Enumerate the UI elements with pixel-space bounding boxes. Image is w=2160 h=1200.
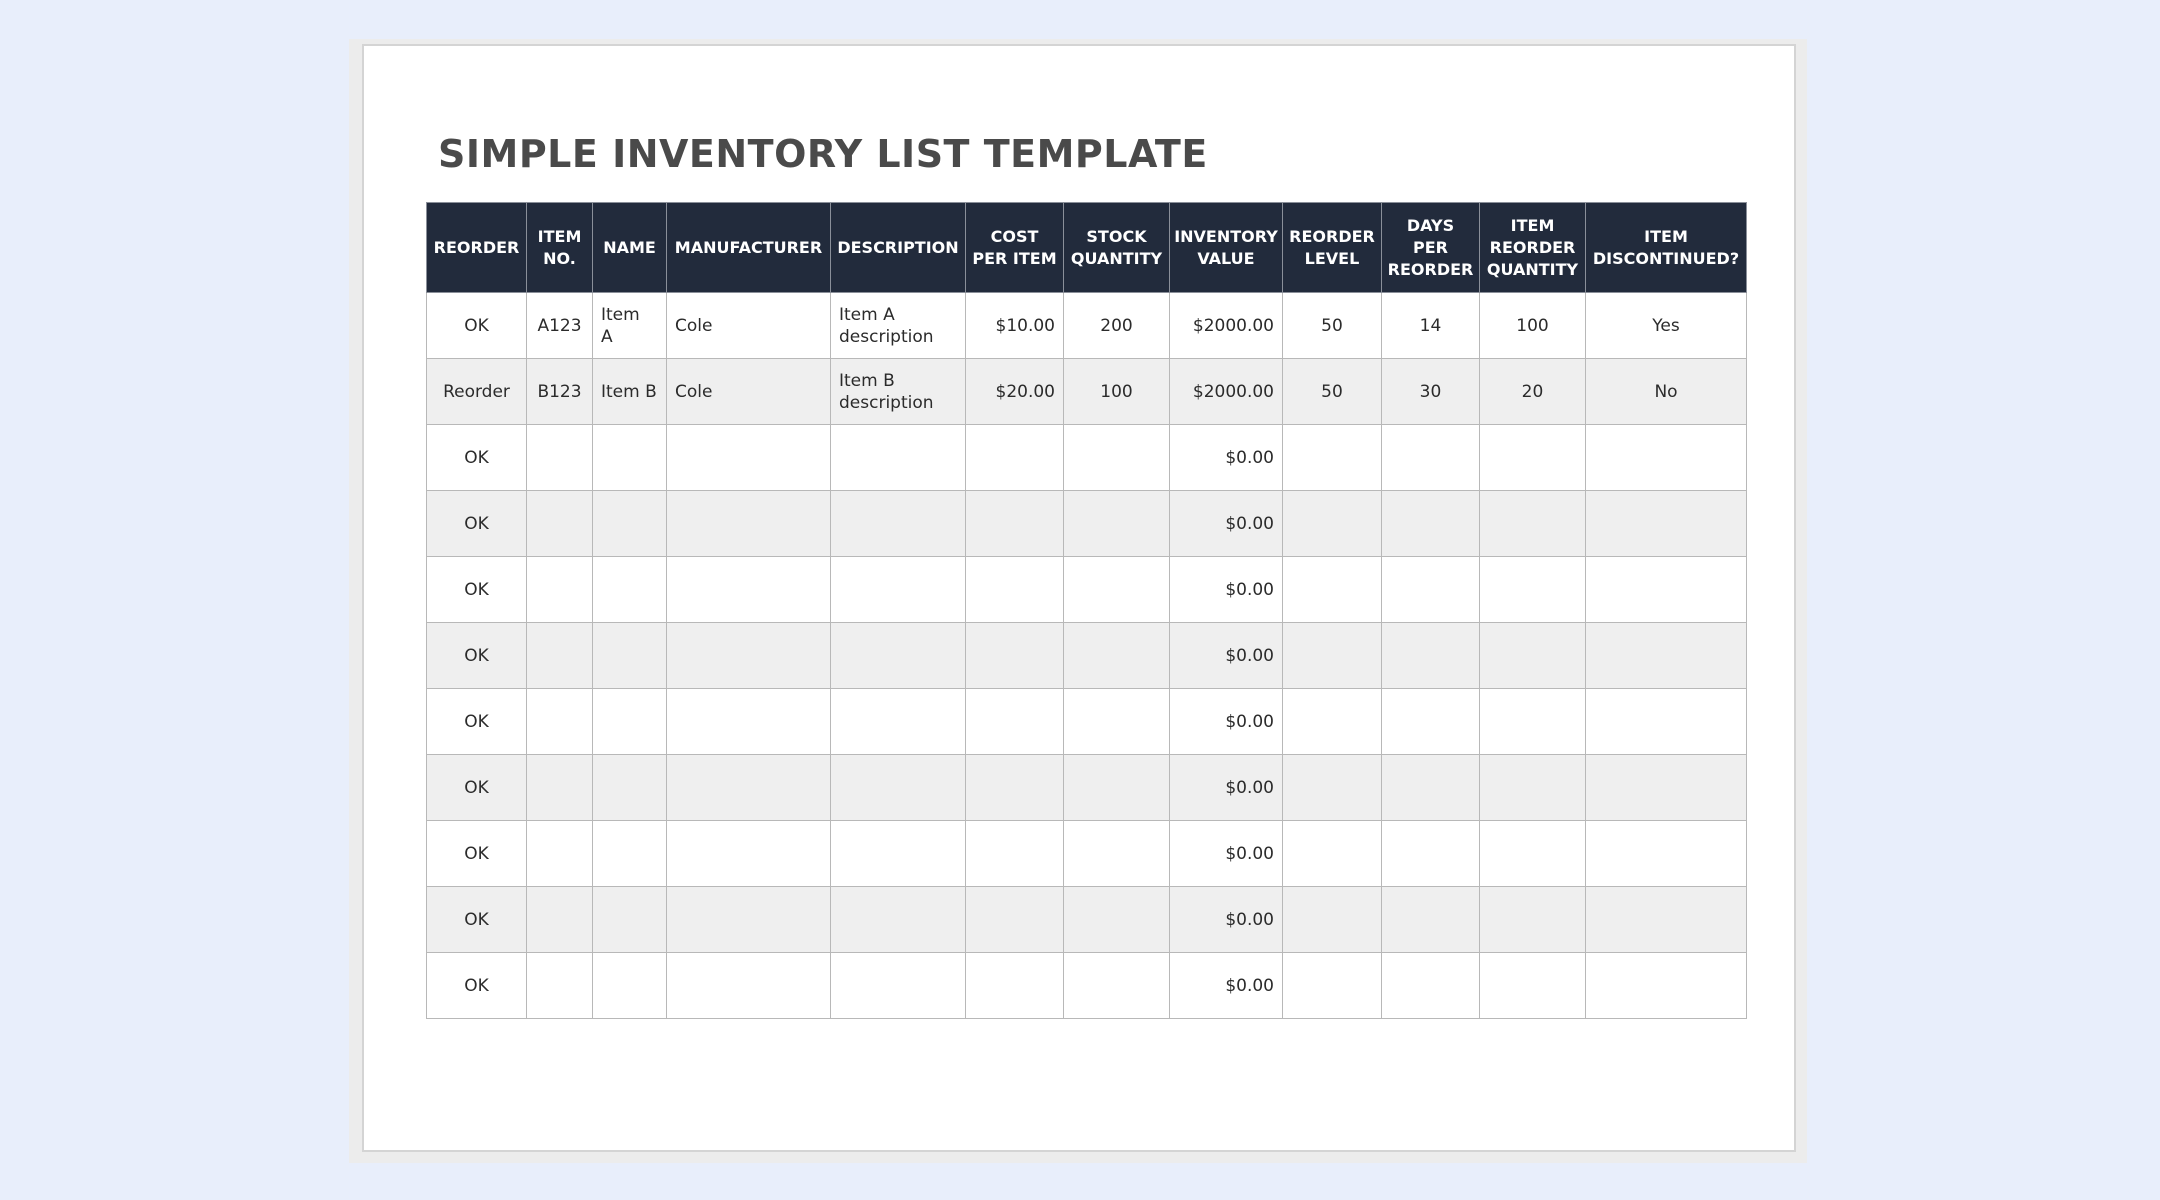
reorder-level-cell[interactable] [1283, 821, 1382, 887]
item-name-cell[interactable] [593, 491, 667, 557]
inventory-value-cell[interactable]: $0.00 [1170, 557, 1283, 623]
reorder-status-cell[interactable]: OK [427, 557, 527, 623]
reorder-level-cell[interactable] [1283, 887, 1382, 953]
item-reorder-quantity-cell[interactable] [1480, 821, 1586, 887]
column-header-text: COST [990, 226, 1039, 246]
cost-cell[interactable] [966, 887, 1064, 953]
reorder-status-cell[interactable]: OK [427, 623, 527, 689]
item-name-cell[interactable] [593, 689, 667, 755]
reorder-status-cell[interactable]: OK [427, 887, 527, 953]
cost-cell[interactable]: $10.00 [966, 293, 1064, 359]
stock-quantity-cell[interactable] [1064, 425, 1170, 491]
inventory-value-cell[interactable]: $0.00 [1170, 689, 1283, 755]
reorder-status-cell[interactable]: OK [427, 755, 527, 821]
column-header-text: VALUE [1197, 248, 1255, 268]
days-per-reorder-cell[interactable] [1382, 425, 1480, 491]
item-name-cell[interactable] [593, 359, 667, 425]
column-header-text: MANUFACTURER [674, 237, 823, 257]
column-header-text: REORDER [433, 237, 520, 257]
reorder-status-cell[interactable]: OK [427, 953, 527, 1019]
item-name-cell[interactable] [593, 623, 667, 689]
table-body [427, 293, 1747, 1019]
item-name-cell[interactable] [593, 953, 667, 1019]
description-cell[interactable] [831, 689, 966, 755]
cost-cell[interactable] [966, 623, 1064, 689]
column-header-text: REORDER [1387, 259, 1474, 279]
column-header-text: QUANTITY [1070, 248, 1163, 268]
item-reorder-quantity-cell[interactable]: 100 [1480, 293, 1586, 359]
manufacturer-cell[interactable] [667, 425, 831, 491]
manufacturer-cell[interactable] [667, 887, 831, 953]
discontinued-cell[interactable] [1586, 557, 1747, 623]
cell-text: description [839, 392, 934, 413]
item-reorder-quantity-cell[interactable] [1480, 425, 1586, 491]
item-no-cell[interactable]: A123 [527, 293, 593, 359]
discontinued-cell[interactable] [1586, 887, 1747, 953]
table-header-row [427, 203, 1747, 293]
table-row [427, 623, 1747, 689]
stock-quantity-cell[interactable] [1064, 491, 1170, 557]
inventory-value-cell[interactable]: $0.00 [1170, 953, 1283, 1019]
item-reorder-quantity-cell[interactable] [1480, 755, 1586, 821]
column-header-text: NO. [543, 248, 576, 268]
column-header-text: PER [1413, 237, 1448, 257]
table-row [427, 359, 1747, 425]
column-header-cost-per-item [966, 203, 1064, 293]
cell-text: Item B [601, 381, 657, 402]
discontinued-cell[interactable] [1586, 689, 1747, 755]
item-name-cell[interactable] [593, 425, 667, 491]
inventory-value-cell[interactable]: $2000.00 [1170, 359, 1283, 425]
description-cell[interactable] [831, 821, 966, 887]
description-cell[interactable] [831, 953, 966, 1019]
column-header-text: ITEM [1510, 215, 1555, 235]
stock-quantity-cell[interactable] [1064, 557, 1170, 623]
cost-cell[interactable] [966, 755, 1064, 821]
column-header-reorder-level [1283, 203, 1382, 293]
item-no-cell[interactable] [527, 755, 593, 821]
cost-cell[interactable] [966, 953, 1064, 1019]
discontinued-cell[interactable]: No [1586, 359, 1747, 425]
days-per-reorder-cell[interactable] [1382, 887, 1480, 953]
manufacturer-cell[interactable] [667, 755, 831, 821]
item-name-cell[interactable] [593, 293, 667, 359]
column-header-text: INVENTORY [1174, 226, 1278, 246]
discontinued-cell[interactable] [1586, 623, 1747, 689]
reorder-status-cell[interactable]: OK [427, 425, 527, 491]
item-reorder-quantity-cell[interactable] [1480, 689, 1586, 755]
reorder-level-cell[interactable]: 50 [1283, 293, 1382, 359]
cell-text: A [601, 326, 613, 347]
column-header-text: REORDER [1289, 226, 1375, 246]
item-reorder-quantity-cell[interactable] [1480, 887, 1586, 953]
item-no-cell[interactable] [527, 491, 593, 557]
item-no-cell[interactable] [527, 425, 593, 491]
days-per-reorder-cell[interactable] [1382, 491, 1480, 557]
cost-cell[interactable] [966, 821, 1064, 887]
cell-text: Item A [839, 304, 895, 325]
days-per-reorder-cell[interactable]: 14 [1382, 293, 1480, 359]
item-name-cell[interactable] [593, 557, 667, 623]
days-per-reorder-cell[interactable] [1382, 689, 1480, 755]
reorder-level-cell[interactable] [1283, 491, 1382, 557]
manufacturer-cell[interactable] [667, 557, 831, 623]
column-header-text: DISCONTINUED? [1592, 248, 1740, 268]
reorder-level-cell[interactable] [1283, 953, 1382, 1019]
cell-text: Item [601, 304, 640, 325]
inventory-value-cell[interactable]: $0.00 [1170, 821, 1283, 887]
item-no-cell[interactable] [527, 557, 593, 623]
table-row [427, 755, 1747, 821]
column-header-text: DAYS [1406, 215, 1455, 235]
inventory-value-cell[interactable]: $0.00 [1170, 425, 1283, 491]
column-header-item-discontinued [1586, 203, 1747, 293]
table-row [427, 887, 1747, 953]
discontinued-cell[interactable] [1586, 425, 1747, 491]
table-row [427, 293, 1747, 359]
description-cell[interactable] [831, 623, 966, 689]
description-cell[interactable] [831, 755, 966, 821]
days-per-reorder-cell[interactable]: 30 [1382, 359, 1480, 425]
column-header-name [593, 203, 667, 293]
item-reorder-quantity-cell[interactable]: 20 [1480, 359, 1586, 425]
column-header-item-no [527, 203, 593, 293]
item-reorder-quantity-cell[interactable] [1480, 623, 1586, 689]
column-header-text: DESCRIPTION [837, 237, 959, 257]
inventory-table [426, 202, 1747, 1019]
inventory-value-cell[interactable]: $2000.00 [1170, 293, 1283, 359]
manufacturer-cell[interactable] [667, 491, 831, 557]
reorder-status-cell[interactable]: OK [427, 293, 527, 359]
manufacturer-cell[interactable]: Cole [667, 359, 831, 425]
days-per-reorder-cell[interactable] [1382, 623, 1480, 689]
item-reorder-quantity-cell[interactable] [1480, 491, 1586, 557]
column-header-reorder [427, 203, 527, 293]
reorder-level-cell[interactable] [1283, 755, 1382, 821]
days-per-reorder-cell[interactable] [1382, 755, 1480, 821]
discontinued-cell[interactable] [1586, 821, 1747, 887]
stock-quantity-cell[interactable] [1064, 953, 1170, 1019]
days-per-reorder-cell[interactable] [1382, 557, 1480, 623]
inventory-value-cell[interactable]: $0.00 [1170, 491, 1283, 557]
reorder-status-cell[interactable]: OK [427, 821, 527, 887]
item-reorder-quantity-cell[interactable] [1480, 953, 1586, 1019]
description-cell[interactable] [831, 491, 966, 557]
table-row [427, 953, 1747, 1019]
description-cell[interactable] [831, 557, 966, 623]
column-header-description [831, 203, 966, 293]
inventory-value-cell[interactable]: $0.00 [1170, 887, 1283, 953]
cell-text: description [839, 326, 934, 347]
cost-cell[interactable]: $20.00 [966, 359, 1064, 425]
table-row [427, 821, 1747, 887]
reorder-level-cell[interactable] [1283, 623, 1382, 689]
table-row [427, 557, 1747, 623]
description-cell[interactable] [831, 293, 966, 359]
manufacturer-cell[interactable] [667, 821, 831, 887]
description-cell[interactable] [831, 359, 966, 425]
discontinued-cell[interactable] [1586, 953, 1747, 1019]
column-header-text: QUANTITY [1486, 259, 1579, 279]
description-cell[interactable] [831, 887, 966, 953]
reorder-status-cell[interactable]: Reorder [427, 359, 527, 425]
discontinued-cell[interactable]: Yes [1586, 293, 1747, 359]
column-header-text: ITEM [537, 226, 582, 246]
column-header-text: PER ITEM [972, 248, 1057, 268]
item-no-cell[interactable] [527, 821, 593, 887]
manufacturer-cell[interactable]: Cole [667, 293, 831, 359]
item-name-cell[interactable] [593, 821, 667, 887]
stock-quantity-cell[interactable] [1064, 887, 1170, 953]
page-title: SIMPLE INVENTORY LIST TEMPLATE [438, 132, 1208, 176]
days-per-reorder-cell[interactable] [1382, 953, 1480, 1019]
cell-text: Item B [839, 370, 895, 391]
reorder-level-cell[interactable] [1283, 557, 1382, 623]
item-name-cell[interactable] [593, 887, 667, 953]
discontinued-cell[interactable] [1586, 491, 1747, 557]
stock-quantity-cell[interactable] [1064, 689, 1170, 755]
column-header-manufacturer [667, 203, 831, 293]
reorder-level-cell[interactable] [1283, 689, 1382, 755]
stock-quantity-cell[interactable] [1064, 623, 1170, 689]
item-no-cell[interactable]: B123 [527, 359, 593, 425]
document-page [362, 44, 1796, 1152]
cost-cell[interactable] [966, 689, 1064, 755]
column-header-text: ITEM [1644, 226, 1688, 246]
discontinued-cell[interactable] [1586, 755, 1747, 821]
stock-quantity-cell[interactable]: 200 [1064, 293, 1170, 359]
item-no-cell[interactable] [527, 623, 593, 689]
item-no-cell[interactable] [527, 689, 593, 755]
inventory-value-cell[interactable]: $0.00 [1170, 755, 1283, 821]
table-row [427, 491, 1747, 557]
reorder-status-cell[interactable]: OK [427, 689, 527, 755]
cost-cell[interactable] [966, 425, 1064, 491]
reorder-level-cell[interactable] [1283, 425, 1382, 491]
item-reorder-quantity-cell[interactable] [1480, 557, 1586, 623]
cost-cell[interactable] [966, 557, 1064, 623]
column-header-stock-quantity [1064, 203, 1170, 293]
table-row [427, 425, 1747, 491]
manufacturer-cell[interactable] [667, 623, 831, 689]
stock-quantity-cell[interactable] [1064, 755, 1170, 821]
item-no-cell[interactable] [527, 887, 593, 953]
item-no-cell[interactable] [527, 953, 593, 1019]
cost-cell[interactable] [966, 491, 1064, 557]
item-name-cell[interactable] [593, 755, 667, 821]
column-header-text: NAME [603, 237, 656, 257]
column-header-item-reorder-quantity [1480, 203, 1586, 293]
column-header-text: STOCK [1086, 226, 1147, 246]
reorder-level-cell[interactable]: 50 [1283, 359, 1382, 425]
inventory-value-cell[interactable]: $0.00 [1170, 623, 1283, 689]
stock-quantity-cell[interactable] [1064, 821, 1170, 887]
table-row [427, 689, 1747, 755]
column-header-text: LEVEL [1304, 248, 1360, 268]
description-cell[interactable] [831, 425, 966, 491]
manufacturer-cell[interactable] [667, 953, 831, 1019]
column-header-days-per-reorder [1382, 203, 1480, 293]
stock-quantity-cell[interactable]: 100 [1064, 359, 1170, 425]
days-per-reorder-cell[interactable] [1382, 821, 1480, 887]
manufacturer-cell[interactable] [667, 689, 831, 755]
column-header-inventory-value [1170, 203, 1283, 293]
reorder-status-cell[interactable]: OK [427, 491, 527, 557]
column-header-text: REORDER [1489, 237, 1576, 257]
